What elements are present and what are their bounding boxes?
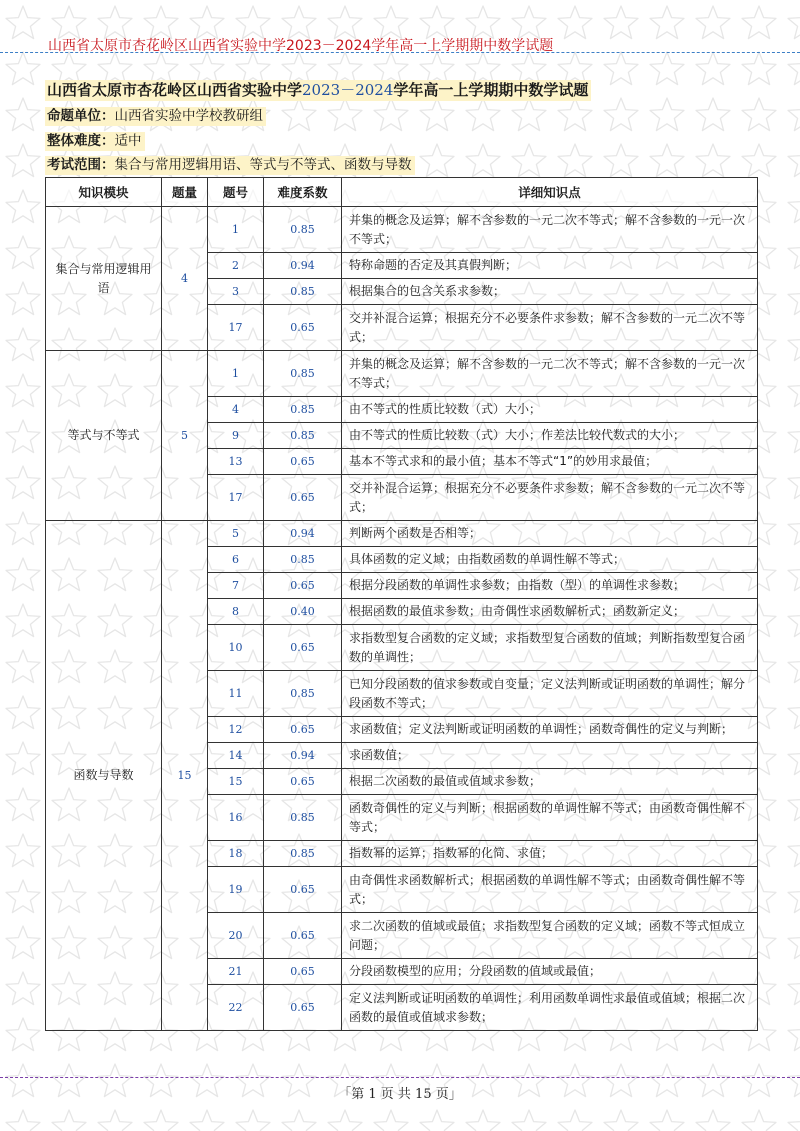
question-number-cell: 10 — [208, 625, 264, 671]
difficulty-cell: 0.65 — [264, 769, 342, 795]
question-number-cell: 3 — [208, 279, 264, 305]
page-number: 「第 1 页 共 15 页」 — [338, 1087, 462, 1102]
title-year: 2023－2024 — [302, 81, 394, 99]
knowledge-cell: 由不等式的性质比较数（式）大小；作差法比较代数式的大小； — [342, 423, 758, 449]
difficulty-cell: 0.85 — [264, 351, 342, 397]
meta-unit — [45, 104, 266, 124]
difficulty-cell: 0.65 — [264, 573, 342, 599]
knowledge-cell: 具体函数的定义域；由指数函数的单调性解不等式； — [342, 547, 758, 573]
table-header-row — [46, 178, 758, 207]
question-number-cell: 21 — [208, 959, 264, 985]
difficulty-cell: 0.65 — [264, 449, 342, 475]
count-cell: 5 — [162, 351, 208, 521]
unit-value: 山西省实验中学校教研组 — [114, 108, 263, 124]
difficulty-cell: 0.85 — [264, 547, 342, 573]
knowledge-cell: 根据二次函数的最值或值域求参数； — [342, 769, 758, 795]
knowledge-table — [45, 177, 758, 1031]
knowledge-cell: 交并补混合运算；根据充分不必要条件求参数；解不含参数的一元二次不等式； — [342, 305, 758, 351]
col-header-knowledge: 详细知识点 — [342, 178, 758, 207]
count-cell: 4 — [162, 207, 208, 351]
difficulty-cell: 0.85 — [264, 397, 342, 423]
scope-value: 集合与常用逻辑用语、等式与不等式、函数与导数 — [114, 157, 412, 173]
meta-scope — [45, 153, 415, 173]
difficulty-cell: 0.65 — [264, 867, 342, 913]
difficulty-cell: 0.65 — [264, 717, 342, 743]
difficulty-cell: 0.85 — [264, 841, 342, 867]
difficulty-cell: 0.94 — [264, 521, 342, 547]
knowledge-cell: 由奇偶性求函数解析式；根据函数的单调性解不等式；由函数奇偶性解不等式； — [342, 867, 758, 913]
question-number-cell: 9 — [208, 423, 264, 449]
knowledge-cell: 函数奇偶性的定义与判断；根据函数的单调性解不等式；由函数奇偶性解不等式； — [342, 795, 758, 841]
difficulty-cell: 0.94 — [264, 253, 342, 279]
col-header-question: 题号 — [208, 178, 264, 207]
count-cell: 15 — [162, 521, 208, 1031]
difficulty-cell: 0.85 — [264, 671, 342, 717]
question-number-cell: 19 — [208, 867, 264, 913]
module-cell: 集合与常用逻辑用语 — [46, 207, 162, 351]
module-cell: 等式与不等式 — [46, 351, 162, 521]
question-number-cell: 13 — [208, 449, 264, 475]
col-header-count: 题量 — [162, 178, 208, 207]
table-row — [46, 351, 758, 397]
table-body — [46, 207, 758, 1031]
knowledge-cell: 根据集合的包含关系求参数； — [342, 279, 758, 305]
question-number-cell: 14 — [208, 743, 264, 769]
header-divider — [0, 52, 800, 53]
knowledge-cell: 并集的概念及运算；解不含参数的一元二次不等式；解不含参数的一元一次不等式； — [342, 351, 758, 397]
question-number-cell: 12 — [208, 717, 264, 743]
knowledge-cell: 求函数值； — [342, 743, 758, 769]
title-school: 山西省太原市杏花岭区山西省实验中学 — [47, 81, 303, 99]
question-number-cell: 16 — [208, 795, 264, 841]
question-number-cell: 2 — [208, 253, 264, 279]
knowledge-cell: 根据函数的最值求参数；由奇偶性求函数解析式；函数新定义； — [342, 599, 758, 625]
question-number-cell: 15 — [208, 769, 264, 795]
knowledge-cell: 交并补混合运算；根据充分不必要条件求参数；解不含参数的一元二次不等式； — [342, 475, 758, 521]
question-number-cell: 6 — [208, 547, 264, 573]
difficulty-cell: 0.94 — [264, 743, 342, 769]
question-number-cell: 17 — [208, 475, 264, 521]
knowledge-cell: 判断两个函数是否相等； — [342, 521, 758, 547]
table-row — [46, 207, 758, 253]
question-number-cell: 4 — [208, 397, 264, 423]
knowledge-cell: 基本不等式求和的最小值；基本不等式“1”的妙用求最值； — [342, 449, 758, 475]
col-header-module: 知识模块 — [46, 178, 162, 207]
title-exam: 学年高一上学期期中数学试题 — [393, 81, 589, 99]
question-number-cell: 7 — [208, 573, 264, 599]
difficulty-label: 整体难度： — [47, 133, 115, 149]
difficulty-cell: 0.85 — [264, 207, 342, 253]
question-number-cell: 5 — [208, 521, 264, 547]
module-cell: 函数与导数 — [46, 521, 162, 1031]
question-number-cell: 1 — [208, 207, 264, 253]
question-number-cell: 11 — [208, 671, 264, 717]
question-number-cell: 20 — [208, 913, 264, 959]
meta-difficulty — [45, 129, 145, 149]
knowledge-cell: 指数幂的运算；指数幂的化简、求值； — [342, 841, 758, 867]
question-number-cell: 1 — [208, 351, 264, 397]
difficulty-cell: 0.65 — [264, 625, 342, 671]
difficulty-cell: 0.85 — [264, 423, 342, 449]
knowledge-cell: 求二次函数的值域或最值；求指数型复合函数的定义域；函数不等式恒成立问题； — [342, 913, 758, 959]
knowledge-cell: 并集的概念及运算；解不含参数的一元二次不等式；解不含参数的一元一次不等式； — [342, 207, 758, 253]
difficulty-cell: 0.40 — [264, 599, 342, 625]
knowledge-cell: 由不等式的性质比较数（式）大小； — [342, 397, 758, 423]
knowledge-cell: 求函数值；定义法判断或证明函数的单调性；函数奇偶性的定义与判断； — [342, 717, 758, 743]
col-header-difficulty: 难度系数 — [264, 178, 342, 207]
difficulty-cell: 0.65 — [264, 475, 342, 521]
difficulty-cell: 0.65 — [264, 913, 342, 959]
running-header: 山西省太原市杏花岭区山西省实验中学2023－2024学年高一上学期期中数学试题 — [48, 38, 554, 54]
scope-label: 考试范围： — [47, 157, 115, 173]
difficulty-cell: 0.65 — [264, 985, 342, 1031]
difficulty-cell: 0.65 — [264, 959, 342, 985]
difficulty-value: 适中 — [114, 133, 142, 149]
unit-label: 命题单位： — [47, 108, 115, 124]
question-number-cell: 8 — [208, 599, 264, 625]
footer-divider — [0, 1077, 800, 1078]
difficulty-cell: 0.65 — [264, 305, 342, 351]
knowledge-cell: 求指数型复合函数的定义域；求指数型复合函数的值域；判断指数型复合函数的单调性； — [342, 625, 758, 671]
question-number-cell: 18 — [208, 841, 264, 867]
difficulty-cell: 0.85 — [264, 795, 342, 841]
knowledge-cell: 已知分段函数的值求参数或自变量；定义法判断或证明函数的单调性；解分段函数不等式； — [342, 671, 758, 717]
knowledge-cell: 根据分段函数的单调性求参数；由指数（型）的单调性求参数； — [342, 573, 758, 599]
table-row — [46, 521, 758, 547]
question-number-cell: 17 — [208, 305, 264, 351]
knowledge-cell: 分段函数模型的应用；分段函数的值域或最值； — [342, 959, 758, 985]
document-title — [45, 79, 591, 100]
knowledge-cell: 定义法判断或证明函数的单调性；利用函数单调性求最值或值域；根据二次函数的最值或值域求参数； — [342, 985, 758, 1031]
question-number-cell: 22 — [208, 985, 264, 1031]
knowledge-cell: 特称命题的否定及其真假判断； — [342, 253, 758, 279]
difficulty-cell: 0.85 — [264, 279, 342, 305]
